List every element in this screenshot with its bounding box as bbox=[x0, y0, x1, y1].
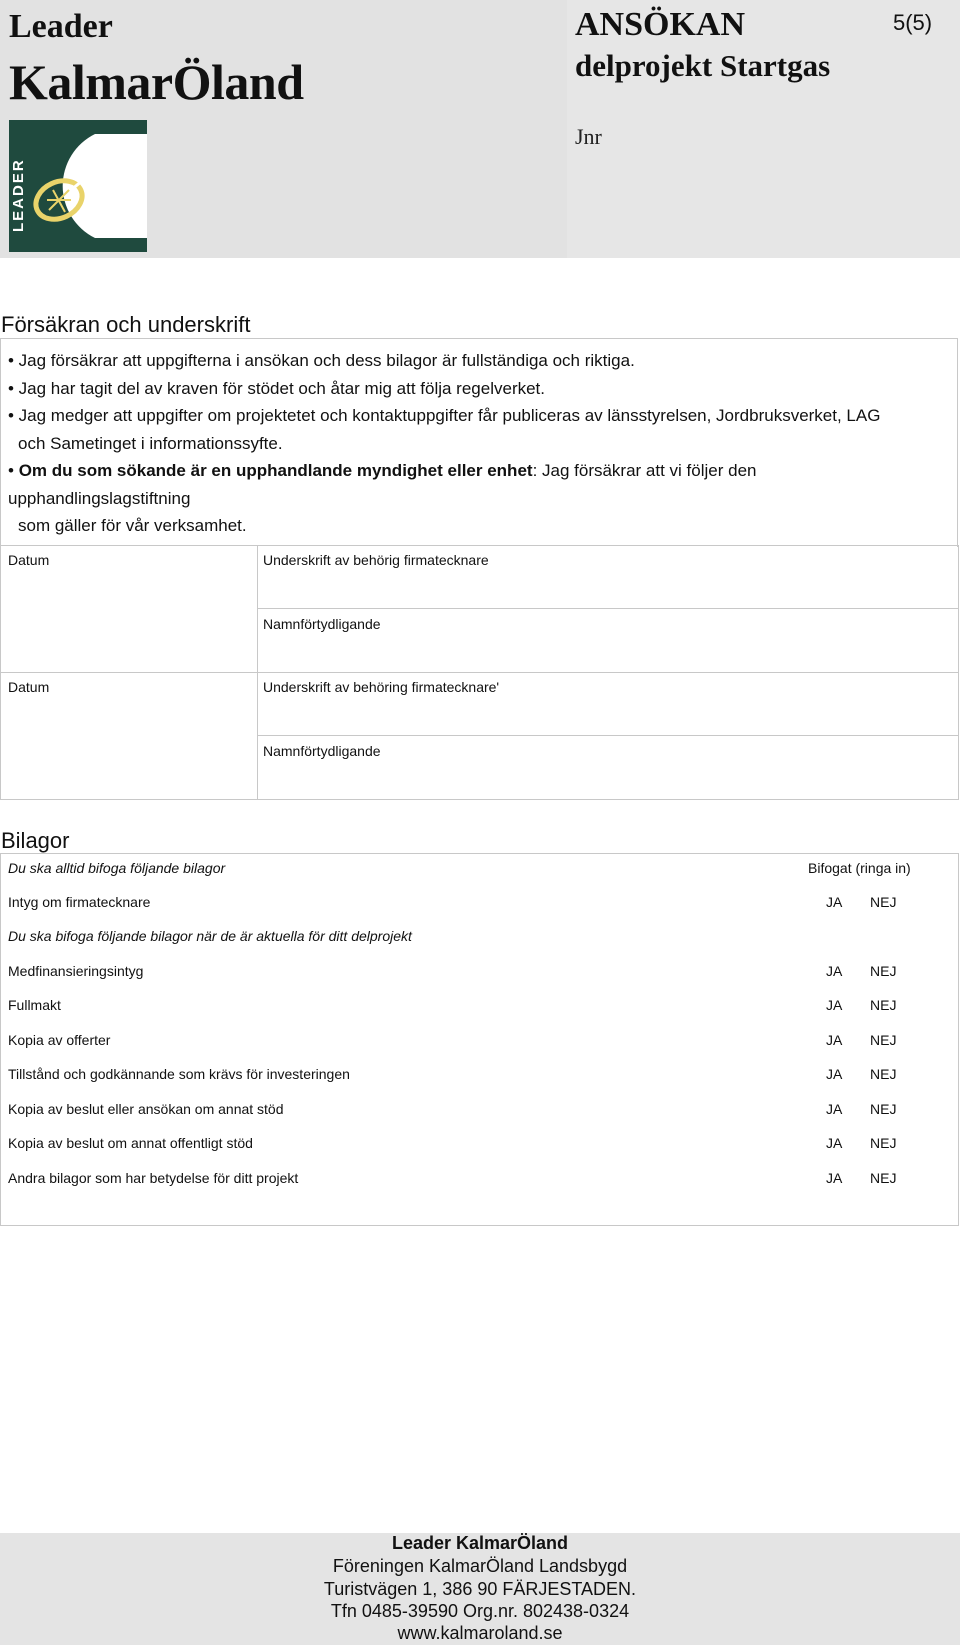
attachment-item: Andra bilagor som har betydelse för ditt projekt bbox=[8, 1170, 299, 1186]
no-option[interactable]: NEJ bbox=[870, 1101, 897, 1117]
attachment-item: Fullmakt bbox=[8, 997, 61, 1013]
brand-name-leader: Leader bbox=[9, 8, 113, 45]
attachment-item: Kopia av beslut eller ansökan om annat stöd bbox=[8, 1101, 284, 1117]
no-option[interactable]: NEJ bbox=[870, 1170, 897, 1186]
no-option[interactable]: NEJ bbox=[870, 1032, 897, 1048]
attached-column-heading: Bifogat (ringa in) bbox=[808, 860, 911, 876]
yes-option[interactable]: JA bbox=[826, 1170, 843, 1186]
yes-option[interactable]: JA bbox=[826, 1101, 843, 1117]
yes-option[interactable]: JA bbox=[826, 997, 843, 1013]
footer-association: Föreningen KalmarÖland Landsbygd bbox=[332, 1556, 628, 1576]
attachment-item: Tillstånd och godkännande som krävs för investeringen bbox=[8, 1066, 350, 1082]
optional-attachments-heading: Du ska bifoga följande bilagor när de är aktuella för ditt delprojekt bbox=[8, 928, 412, 944]
leader-logo bbox=[9, 120, 147, 252]
name-clarification-field-2[interactable]: Namnförtydligande bbox=[263, 743, 381, 759]
declaration-line: och Sametinget i informationssyfte. bbox=[18, 434, 283, 453]
footer-organization: Leader KalmarÖland bbox=[391, 1533, 569, 1553]
footer-phone-orgnr: Tfn 0485-39590 Org.nr. 802438-0324 bbox=[330, 1601, 630, 1621]
declaration-heading: Försäkran och underskrift bbox=[1, 312, 251, 337]
yes-option[interactable]: JA bbox=[826, 1135, 843, 1151]
attachment-item: Medfinansieringsintyg bbox=[8, 963, 144, 979]
no-option[interactable]: NEJ bbox=[870, 894, 897, 910]
yes-option[interactable]: JA bbox=[826, 1066, 843, 1082]
signature-table bbox=[0, 545, 959, 800]
footer-website-link[interactable]: www.kalmaroland.se bbox=[397, 1623, 563, 1643]
declaration-text: : Jag försäkrar att vi följer den bbox=[532, 461, 757, 480]
document-title: ANSÖKAN bbox=[575, 6, 746, 43]
yes-option[interactable]: JA bbox=[826, 1032, 843, 1048]
signature-field-2[interactable]: Underskrift av behöring firmatecknare' bbox=[263, 679, 500, 695]
declaration-line bbox=[8, 461, 757, 481]
declaration-line: • Jag försäkrar att uppgifterna i ansökan och dess bilagor är fullständiga och riktiga. bbox=[8, 351, 635, 370]
required-attachments-heading: Du ska alltid bifoga följande bilagor bbox=[8, 860, 226, 876]
declaration-line: som gäller för vår verksamhet. bbox=[18, 516, 247, 535]
journal-number-label: Jnr bbox=[575, 124, 602, 149]
declaration-bold-text: Om du som sökande är en upphandlande myndighet eller enhet bbox=[18, 461, 533, 480]
attachments-heading: Bilagor bbox=[1, 828, 70, 853]
declaration-line: • Jag har tagit del av kraven för stödet och åtar mig att följa regelverket. bbox=[8, 379, 546, 398]
brand-name-kalmaroland: KalmarÖland bbox=[9, 54, 304, 110]
date-field-2[interactable]: Datum bbox=[8, 679, 50, 695]
svg-text:LEADER: LEADER bbox=[10, 158, 27, 232]
no-option[interactable]: NEJ bbox=[870, 1066, 897, 1082]
no-option[interactable]: NEJ bbox=[870, 997, 897, 1013]
document-subtitle: delprojekt Startgas bbox=[575, 48, 831, 83]
footer-address: Turistvägen 1, 386 90 FÄRJESTADEN. bbox=[323, 1579, 637, 1599]
declaration-line: • Jag medger att uppgifter om projektetet och kontaktuppgifter får publiceras av länsstyrelsen, Jordbruksverket, LAG bbox=[8, 406, 881, 425]
page-number: 5(5) bbox=[893, 10, 933, 35]
attachment-item: Kopia av beslut om annat offentligt stöd bbox=[8, 1135, 253, 1151]
declaration-bullet: • bbox=[8, 461, 19, 480]
yes-option[interactable]: JA bbox=[826, 894, 843, 910]
date-field-1[interactable]: Datum bbox=[8, 552, 50, 568]
no-option[interactable]: NEJ bbox=[870, 1135, 897, 1151]
signature-field-1[interactable]: Underskrift av behörig firmatecknare bbox=[263, 552, 489, 568]
name-clarification-field-1[interactable]: Namnförtydligande bbox=[263, 616, 381, 632]
attachment-item: Intyg om firmatecknare bbox=[8, 894, 151, 910]
attachment-item: Kopia av offerter bbox=[8, 1032, 111, 1048]
declaration-line: upphandlingslagstiftning bbox=[8, 489, 191, 508]
no-option[interactable]: NEJ bbox=[870, 963, 897, 979]
yes-option[interactable]: JA bbox=[826, 963, 843, 979]
